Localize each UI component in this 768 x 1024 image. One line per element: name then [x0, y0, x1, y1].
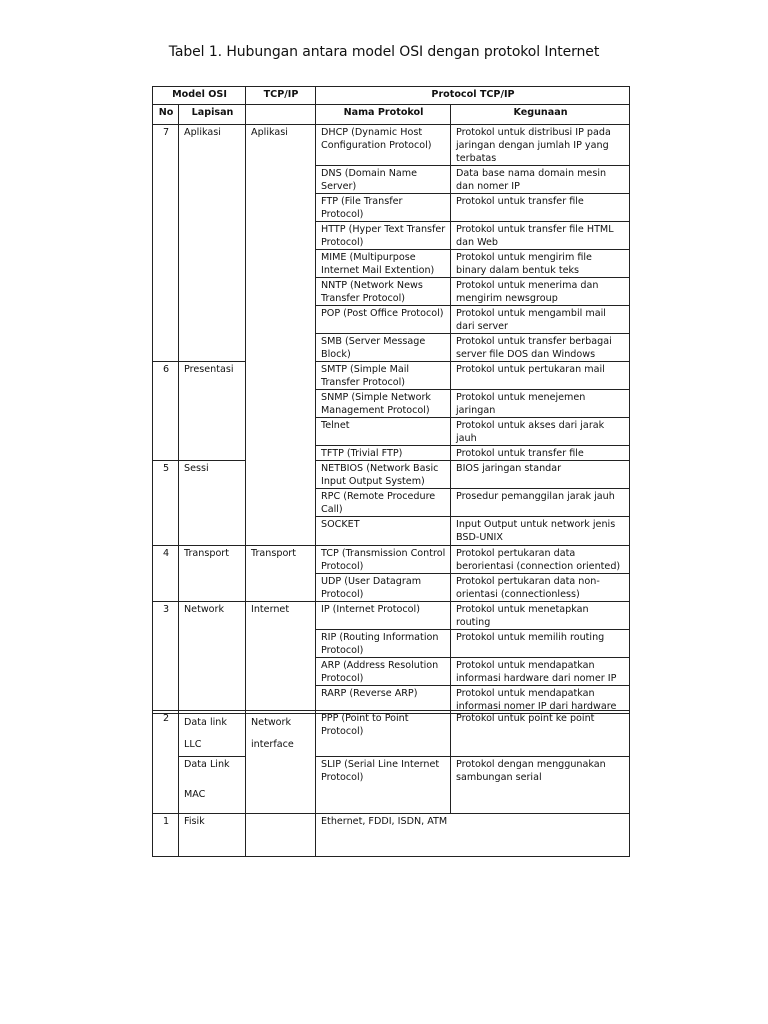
- layer-name: Sessi: [179, 461, 246, 546]
- protocol-use: Protokol untuk transfer file: [451, 194, 630, 222]
- protocol-name: NETBIOS (Network Basic Input Output System): [316, 461, 451, 489]
- osi-tcpip-table: [152, 86, 630, 714]
- protocol-use: Input Output untuk network jenis BSD-UNIX: [451, 517, 630, 546]
- protocol-name: HTTP (Hyper Text Transfer Protocol): [316, 222, 451, 250]
- layer-number: 4: [153, 546, 179, 602]
- header-tcpip: TCP/IP: [246, 87, 316, 105]
- header-protocol-tcpip: Protocol TCP/IP: [316, 87, 630, 105]
- physical-protocols: Ethernet, FDDI, ISDN, ATM: [316, 814, 630, 857]
- header-nama-protokol: Nama Protokol: [316, 105, 451, 125]
- protocol-name: SMTP (Simple Mail Transfer Protocol): [316, 362, 451, 390]
- layer-name-line: Data Link: [184, 759, 230, 770]
- header-kegunaan: Kegunaan: [451, 105, 630, 125]
- layer-number: 7: [153, 125, 179, 362]
- layer-number: 5: [153, 461, 179, 546]
- protocol-name: RARP (Reverse ARP): [316, 686, 451, 714]
- layer-number: 3: [153, 602, 179, 714]
- protocol-name: DHCP (Dynamic Host Configuration Protocol): [316, 125, 451, 166]
- layer-number: 6: [153, 362, 179, 461]
- header-model-osi: Model OSI: [153, 87, 246, 105]
- protocol-use: Protokol untuk akses dari jarak jauh: [451, 418, 630, 446]
- layer-name: Transport: [179, 546, 246, 602]
- protocol-use: Protokol untuk mendapatkan informasi nomer IP dari hardware: [451, 686, 630, 714]
- protocol-name: MIME (Multipurpose Internet Mail Extention): [316, 250, 451, 278]
- osi-tcpip-table-lower: [152, 710, 630, 857]
- protocol-name: PPP (Point to Point Protocol): [316, 711, 451, 757]
- protocol-use: Protokol untuk memilih routing: [451, 630, 630, 658]
- protocol-use: Protokol untuk distribusi IP pada jaringan dengan jumlah IP yang terbatas: [451, 125, 630, 166]
- protocol-use: Protokol untuk menejemen jaringan: [451, 390, 630, 418]
- protocol-name: TCP (Transmission Control Protocol): [316, 546, 451, 574]
- protocol-name: RPC (Remote Procedure Call): [316, 489, 451, 517]
- protocol-use: Protokol untuk menerima dan mengirim newsgroup: [451, 278, 630, 306]
- header-row-1: [153, 87, 630, 105]
- protocol-use: Protokol untuk menetapkan routing: [451, 602, 630, 630]
- protocol-name: UDP (User Datagram Protocol): [316, 574, 451, 602]
- protocol-use: Protokol dengan menggunakan sambungan serial: [451, 757, 630, 814]
- protocol-use: Protokol pertukaran data berorientasi (connection oriented): [451, 546, 630, 574]
- layer-name: Network: [179, 602, 246, 714]
- protocol-name: ARP (Address Resolution Protocol): [316, 658, 451, 686]
- protocol-name: POP (Post Office Protocol): [316, 306, 451, 334]
- tcpip-layer-name: [246, 711, 316, 814]
- protocol-use: Data base nama domain mesin dan nomer IP: [451, 166, 630, 194]
- header-lapisan: Lapisan: [179, 105, 246, 125]
- header-empty: [246, 105, 316, 125]
- layer-number: 2: [153, 711, 179, 814]
- tcpip-layer-name: Transport: [246, 546, 316, 602]
- tcpip-layer-name-line: interface: [251, 739, 294, 750]
- protocol-name: DNS (Domain Name Server): [316, 166, 451, 194]
- protocol-name: SNMP (Simple Network Management Protocol): [316, 390, 451, 418]
- protocol-use: Protokol untuk mendapatkan informasi hardware dari nomer IP: [451, 658, 630, 686]
- protocol-name: SMB (Server Message Block): [316, 334, 451, 362]
- protocol-use: Protokol untuk transfer file: [451, 446, 630, 461]
- protocol-use: Protokol untuk mengambil mail dari server: [451, 306, 630, 334]
- protocol-name: TFTP (Trivial FTP): [316, 446, 451, 461]
- protocol-name: NNTP (Network News Transfer Protocol): [316, 278, 451, 306]
- layer-name: [179, 757, 246, 814]
- table-row: [153, 362, 630, 390]
- tcpip-layer-name: Internet: [246, 602, 316, 714]
- protocol-name: FTP (File Transfer Protocol): [316, 194, 451, 222]
- protocol-name: IP (Internet Protocol): [316, 602, 451, 630]
- table-row: [153, 814, 630, 857]
- tcpip-layer-name-line: Network: [251, 717, 292, 728]
- header-row-2: [153, 105, 630, 125]
- layer-name: [179, 711, 246, 757]
- table-row: [153, 461, 630, 489]
- protocol-use: BIOS jaringan standar: [451, 461, 630, 489]
- protocol-name: Telnet: [316, 418, 451, 446]
- protocol-use: Protokol untuk mengirim file binary dalam bentuk teks: [451, 250, 630, 278]
- protocol-use: Prosedur pemanggilan jarak jauh: [451, 489, 630, 517]
- tcpip-layer-empty: [246, 814, 316, 857]
- layer-name-line: MAC: [184, 789, 206, 800]
- table-row: [153, 602, 630, 630]
- table-row: [153, 757, 630, 814]
- header-no: No: [153, 105, 179, 125]
- layer-name: Presentasi: [179, 362, 246, 461]
- table-caption: Tabel 1. Hubungan antara model OSI dengan protokol Internet: [168, 44, 600, 60]
- protocol-use: Protokol untuk transfer berbagai server file DOS dan Windows: [451, 334, 630, 362]
- protocol-use: Protokol pertukaran data non-orientasi (connectionless): [451, 574, 630, 602]
- protocol-use: Protokol untuk point ke point: [451, 711, 630, 757]
- table-row: [153, 711, 630, 757]
- table-row: [153, 125, 630, 166]
- layer-name: Aplikasi: [179, 125, 246, 362]
- protocol-use: Protokol untuk pertukaran mail: [451, 362, 630, 390]
- tcpip-layer-name: Aplikasi: [246, 125, 316, 546]
- table-row: [153, 546, 630, 574]
- layer-name: Fisik: [179, 814, 246, 857]
- protocol-name: SLIP (Serial Line Internet Protocol): [316, 757, 451, 814]
- protocol-use: Protokol untuk transfer file HTML dan Web: [451, 222, 630, 250]
- layer-name-line: Data link: [184, 717, 227, 728]
- layer-number: 1: [153, 814, 179, 857]
- protocol-name: SOCKET: [316, 517, 451, 546]
- layer-name-line: LLC: [184, 739, 202, 750]
- protocol-name: RIP (Routing Information Protocol): [316, 630, 451, 658]
